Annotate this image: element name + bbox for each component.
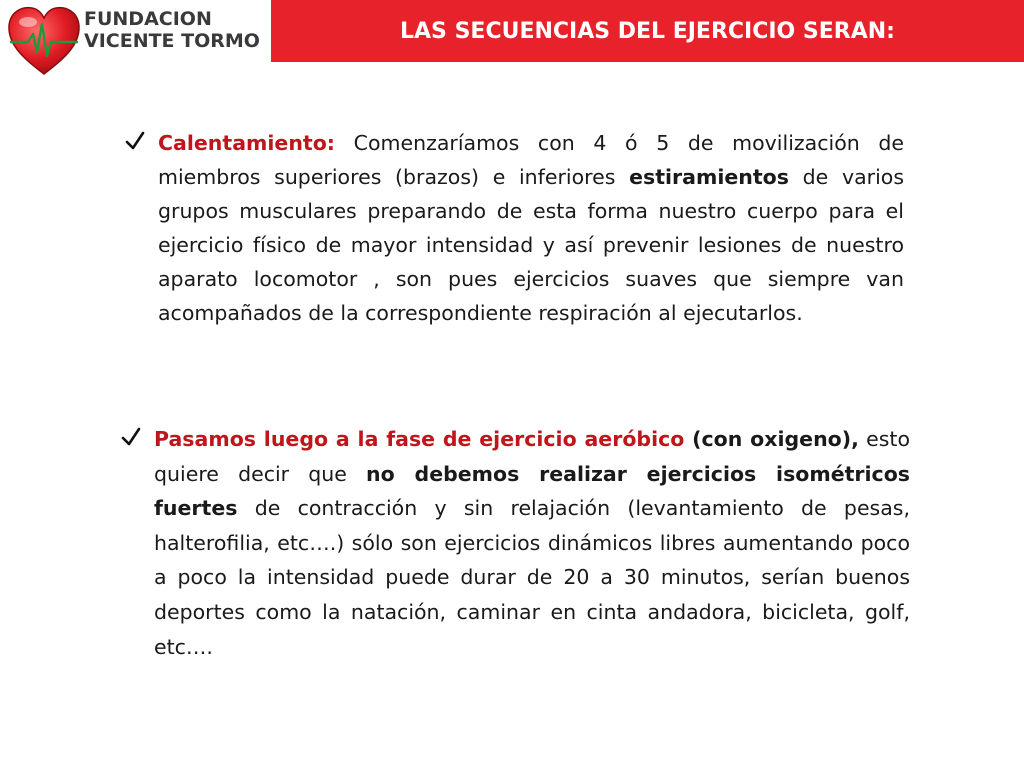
logo-line-1: FUNDACION (84, 8, 212, 30)
foundation-logo (0, 0, 272, 82)
header-bar (271, 0, 1024, 62)
bullet-body: esto quiere decir que (154, 427, 910, 486)
checkmark-icon (124, 130, 146, 152)
bullet-body: Comenzaríamos con 4 ó 5 de movilización de miembros superiores (brazos) e inferiores (158, 131, 904, 189)
bullet-lead: Calentamiento: (158, 131, 336, 155)
logo-text (84, 8, 260, 52)
bullet-body: de varios grupos musculares preparando de esta forma nuestro cuerpo para el ejercicio físico de mayor intensidad y así prevenir lesiones de nuestro aparato locomotor , son pues ejercicios suaves que siempre van acompañados de la correspondiente respiración al ejecutarlos. (158, 165, 904, 325)
slide-title: LAS SECUENCIAS DEL EJERCICIO SERAN: (400, 18, 895, 44)
bullet-text (154, 422, 910, 664)
checkmark-icon (120, 426, 142, 448)
bullet-emphasis: no debemos realizar ejercicios isométricos fuertes (154, 461, 910, 521)
bullet-emphasis: (con oxigeno), (684, 427, 859, 451)
bullet-body: de contracción y sin relajación (levantamiento de pesas, halterofilia, etc….) sólo son ejercicios dinámicos libres aumentando poco a poco la intensidad puede durar de 20 a 30 minutos, serían buenos deportes como la natación, caminar en cinta andadora, bicicleta, golf, etc…. (154, 496, 910, 659)
bullet-lead: Pasamos luego a la fase de ejercicio aeróbico (154, 427, 685, 451)
heart-logo-icon (6, 4, 82, 78)
bullet-emphasis: estiramientos (629, 165, 789, 189)
bullet-text (158, 126, 904, 330)
logo-line-2: VICENTE TORMO (84, 30, 260, 52)
